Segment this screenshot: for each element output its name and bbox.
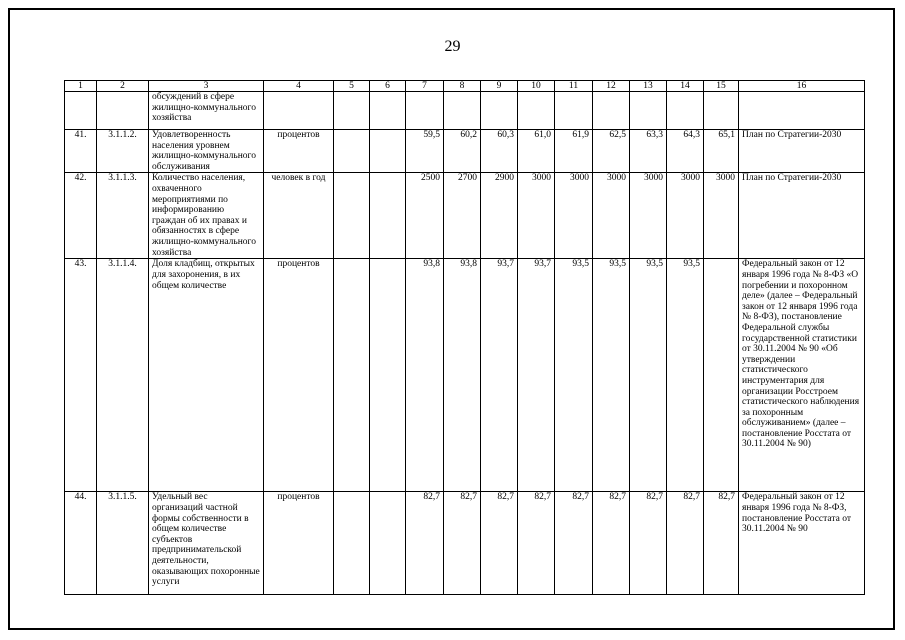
column-header: 11 (555, 81, 593, 92)
unit-cell: человек в год (264, 173, 334, 259)
row-number: 43. (65, 259, 97, 492)
column-header: 1 (65, 81, 97, 92)
value-col8: 93,8 (444, 259, 481, 492)
table-row (65, 492, 865, 595)
table-row (65, 92, 865, 130)
column-header: 15 (704, 81, 739, 92)
value-col14: 3000 (667, 173, 704, 259)
value-col9: 2900 (481, 173, 518, 259)
value-col14: 93,5 (667, 259, 704, 492)
row-number: 44. (65, 492, 97, 595)
indicator-name: Удельный вес организаций частной формы собственности в общем количестве субъектов предпринимательской деятельности, оказывающих похоронные услуги (149, 492, 264, 595)
value-col7: 59,5 (406, 130, 444, 173)
note-cell: Федеральный закон от 12 января 1996 года № 8-ФЗ «О погребении и похоронном деле» (далее – Федеральный закон от 12 января 1996 года № 8-ФЗ), постановление Федеральной службы государственной статистики от 30.11.2004 № 90 «Об утверждении статистического инструментария для организации Росстроем статистического наблюдения за похоронным обслуживанием» (далее – постановление Росстата от 30.11.2004 № 90) (739, 259, 865, 492)
column-header: 13 (630, 81, 667, 92)
unit-cell (264, 92, 334, 130)
column-header: 4 (264, 81, 334, 92)
value-col8: 82,7 (444, 492, 481, 595)
value-col13 (630, 92, 667, 130)
value-col6 (370, 259, 406, 492)
column-header: 10 (518, 81, 555, 92)
value-col14 (667, 92, 704, 130)
value-col10 (518, 92, 555, 130)
indicator-name: Доля кладбищ, открытых для захоронения, в их общем количестве (149, 259, 264, 492)
indicator-name: Количество населения, охваченного мероприятиями по информированию граждан об их правах и обязанностях в сфере жилищно-коммунального хозяйства (149, 173, 264, 259)
column-number-row (65, 81, 865, 92)
value-col14: 64,3 (667, 130, 704, 173)
value-col7 (406, 92, 444, 130)
value-col11 (555, 92, 593, 130)
indicator-code: 3.1.1.3. (97, 173, 149, 259)
unit-cell: процентов (264, 259, 334, 492)
indicator-name: Удовлетворенность населения уровнем жилищно-коммунального обслуживания (149, 130, 264, 173)
value-col12: 93,5 (593, 259, 630, 492)
note-cell: Федеральный закон от 12 января 1996 года № 8-ФЗ, постановление Росстата от 30.11.2004 № 90 (739, 492, 865, 595)
value-col8 (444, 92, 481, 130)
note-cell: План по Стратегии-2030 (739, 130, 865, 173)
value-col5 (334, 92, 370, 130)
value-col8: 60,2 (444, 130, 481, 173)
unit-cell: процентов (264, 492, 334, 595)
value-col9: 60,3 (481, 130, 518, 173)
table-row (65, 259, 865, 492)
unit-cell: процентов (264, 130, 334, 173)
value-col14: 82,7 (667, 492, 704, 595)
value-col7: 82,7 (406, 492, 444, 595)
value-col15: 65,1 (704, 130, 739, 173)
indicator-code (97, 92, 149, 130)
value-col8: 2700 (444, 173, 481, 259)
column-header: 5 (334, 81, 370, 92)
value-col5 (334, 259, 370, 492)
value-col7: 93,8 (406, 259, 444, 492)
value-col5 (334, 492, 370, 595)
column-header: 12 (593, 81, 630, 92)
value-col6 (370, 492, 406, 595)
page-number: 29 (444, 38, 461, 55)
indicator-name: обсуждений в сфере жилищно-коммунального хозяйства (149, 92, 264, 130)
value-col9: 93,7 (481, 259, 518, 492)
column-header: 14 (667, 81, 704, 92)
value-col6 (370, 173, 406, 259)
indicators-table (64, 80, 865, 595)
value-col6 (370, 130, 406, 173)
column-header: 3 (149, 81, 264, 92)
column-header: 8 (444, 81, 481, 92)
indicator-code: 3.1.1.4. (97, 259, 149, 492)
value-col15 (704, 259, 739, 492)
column-header: 7 (406, 81, 444, 92)
indicator-code: 3.1.1.5. (97, 492, 149, 595)
value-col5 (334, 130, 370, 173)
value-col9: 82,7 (481, 492, 518, 595)
note-cell (739, 92, 865, 130)
column-header: 6 (370, 81, 406, 92)
value-col12 (593, 92, 630, 130)
table-body (65, 81, 865, 595)
value-col5 (334, 173, 370, 259)
column-header: 2 (97, 81, 149, 92)
value-col7: 2500 (406, 173, 444, 259)
value-col12: 3000 (593, 173, 630, 259)
value-col10: 3000 (518, 173, 555, 259)
table-row (65, 173, 865, 259)
value-col10: 82,7 (518, 492, 555, 595)
row-number: 41. (65, 130, 97, 173)
row-number (65, 92, 97, 130)
value-col10: 61,0 (518, 130, 555, 173)
value-col11: 82,7 (555, 492, 593, 595)
value-col11: 93,5 (555, 259, 593, 492)
value-col11: 61,9 (555, 130, 593, 173)
table-row (65, 130, 865, 173)
note-cell: План по Стратегии-2030 (739, 173, 865, 259)
indicator-code: 3.1.1.2. (97, 130, 149, 173)
value-col6 (370, 92, 406, 130)
value-col15: 82,7 (704, 492, 739, 595)
row-number: 42. (65, 173, 97, 259)
value-col11: 3000 (555, 173, 593, 259)
value-col10: 93,7 (518, 259, 555, 492)
value-col13: 63,3 (630, 130, 667, 173)
value-col13: 82,7 (630, 492, 667, 595)
value-col13: 3000 (630, 173, 667, 259)
value-col12: 62,5 (593, 130, 630, 173)
value-col9 (481, 92, 518, 130)
value-col15 (704, 92, 739, 130)
value-col15: 3000 (704, 173, 739, 259)
value-col13: 93,5 (630, 259, 667, 492)
column-header: 9 (481, 81, 518, 92)
column-header: 16 (739, 81, 865, 92)
value-col12: 82,7 (593, 492, 630, 595)
